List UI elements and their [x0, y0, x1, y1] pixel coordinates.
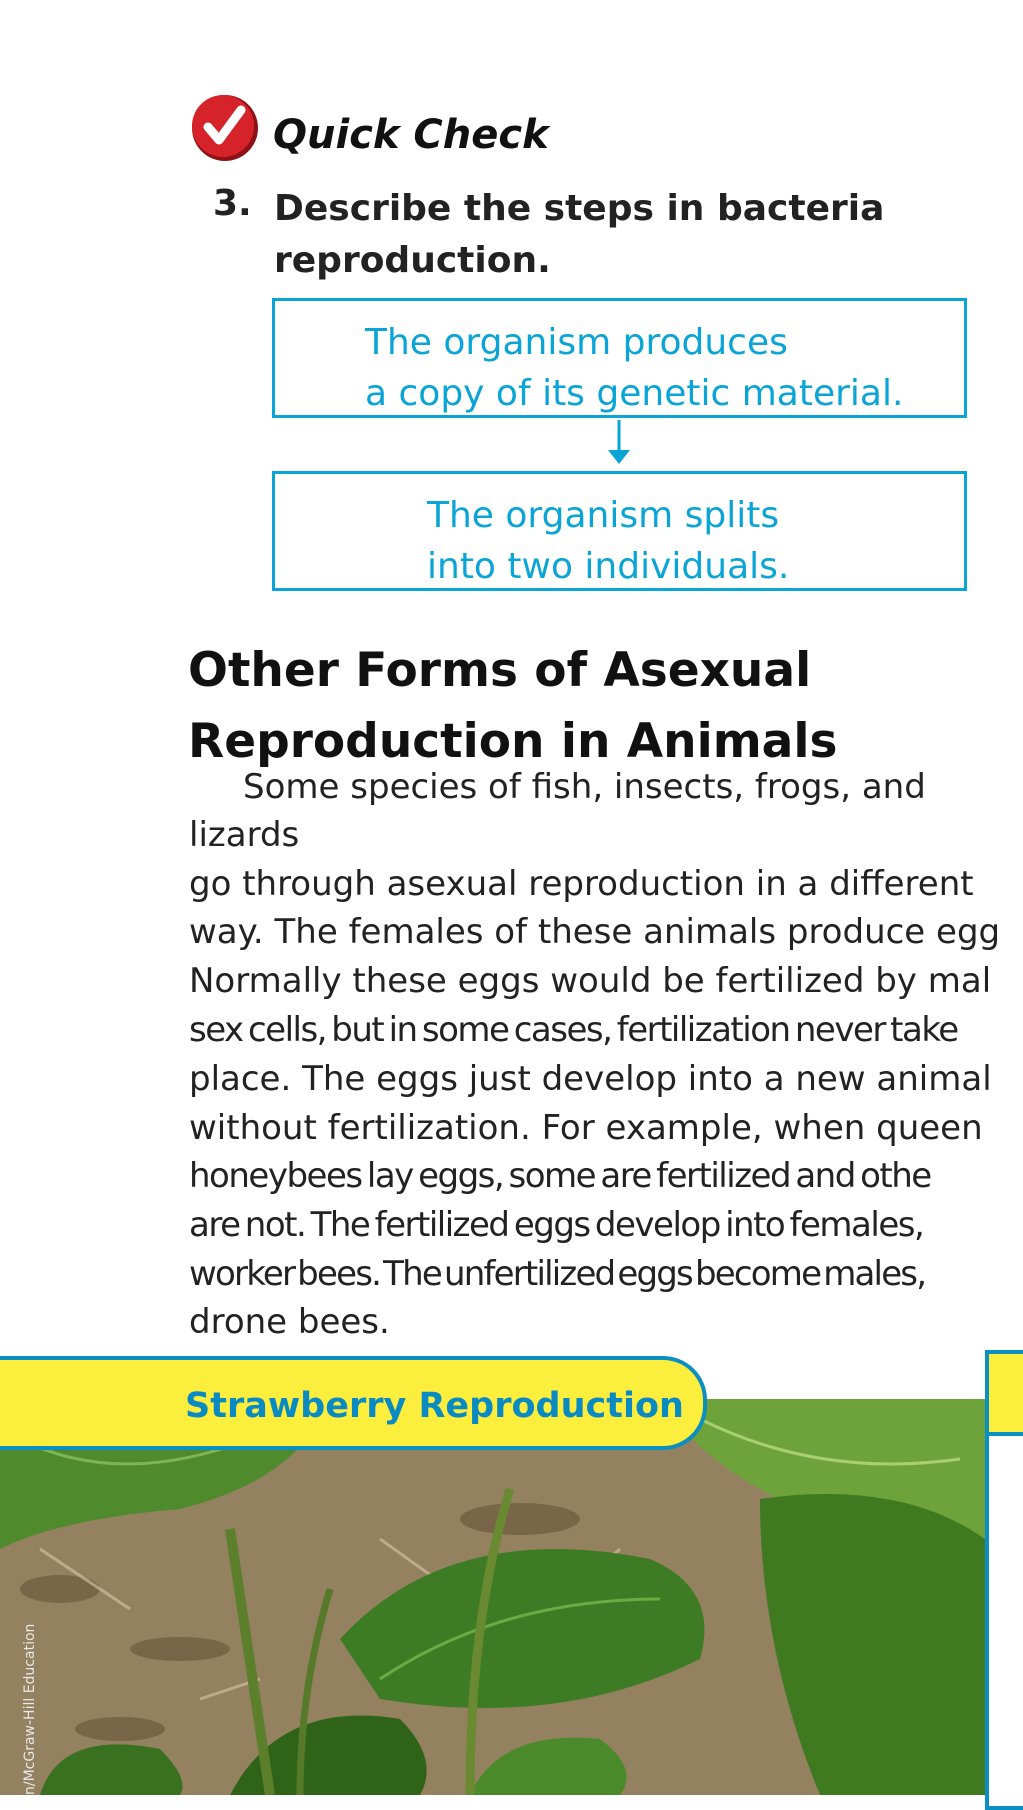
arrow-down-icon: [604, 420, 634, 468]
checkmark-icon: [190, 93, 260, 163]
question-line: reproduction.: [274, 240, 551, 281]
heading-line: Reproduction in Animals: [188, 714, 838, 769]
body-line: sex cells, but in some cases, fertilization never take: [189, 1010, 958, 1050]
question-line: Describe the steps in bacteria: [274, 188, 885, 229]
body-line: drone bees.: [189, 1302, 390, 1342]
question-number: 3.: [213, 183, 252, 224]
body-line: place. The eggs just develop into a new animal: [189, 1059, 992, 1099]
flowchart-step-2: [272, 471, 967, 591]
body-line: Some species of fish, insects, frogs, and: [189, 767, 926, 807]
body-line: lizards: [189, 815, 300, 855]
quick-check-title: Quick Check: [273, 112, 549, 158]
step-2-line-2: into two individuals.: [427, 546, 790, 587]
side-panel-banner: [989, 1354, 1023, 1436]
step-1-line-2: a copy of its genetic material.: [365, 373, 904, 414]
flowchart-step-1: [272, 298, 967, 418]
figure-title: Strawberry Reproduction: [185, 1386, 684, 1426]
body-line: worker bees. The unfertilized eggs become males,: [189, 1254, 926, 1294]
body-line: go through asexual reproduction in a different: [189, 864, 974, 904]
body-line: without fertilization. For example, when queen: [189, 1108, 983, 1148]
body-line: way. The females of these animals produce egg: [189, 912, 1001, 952]
question-text: [274, 183, 924, 287]
heading-line: Other Forms of Asexual: [188, 643, 812, 698]
step-2-line-1: The organism splits: [427, 495, 780, 536]
body-line: honeybees lay eggs, some are fertilized and othe: [189, 1156, 931, 1196]
body-line: Normally these eggs would be fertilized by mal: [189, 961, 992, 1001]
strawberry-plant-photo: [0, 1399, 985, 1795]
step-1-line-1: The organism produces: [365, 322, 788, 363]
body-line: are not. The fertilized eggs develop into females,: [189, 1205, 924, 1245]
section-heading: [188, 635, 838, 777]
photo-credit: n/McGraw-Hill Education: [22, 1623, 38, 1795]
